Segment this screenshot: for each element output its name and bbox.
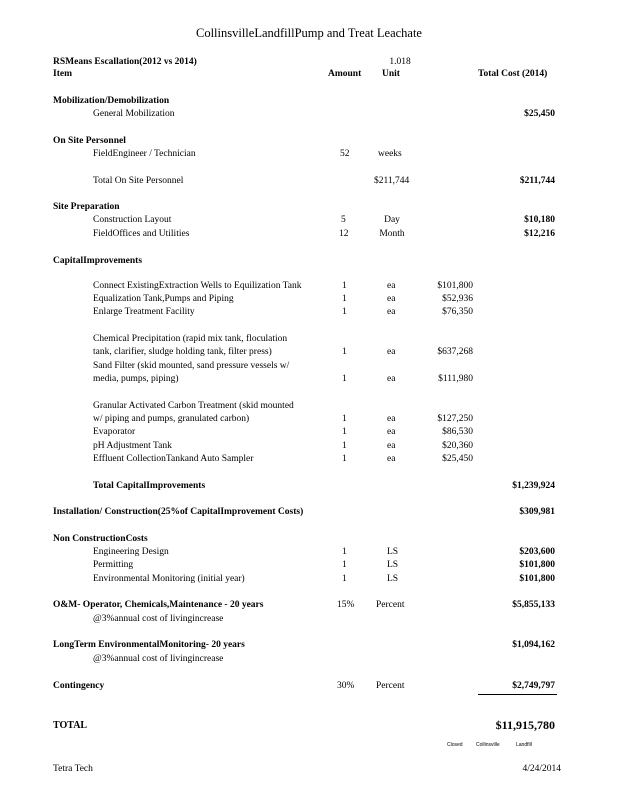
row-gac-label-1: Granular Activated Carbon Treatment (skid mounted	[93, 401, 294, 411]
row-sand-filter-cost: $111,980	[438, 374, 473, 384]
row-construction-layout-label: Construction Layout	[93, 215, 172, 225]
row-ph-tank-label: pH Adjustment Tank	[93, 441, 172, 451]
row-gac-label-2: w/ piping and pumps, granulated carbon)	[93, 414, 250, 424]
row-sand-filter-label-1: Sand Filter (skid mounted, sand pressure vessels w/	[93, 361, 290, 371]
row-ltem-total: $1,094,162	[512, 640, 555, 650]
grand-total-label: TOTAL	[53, 720, 88, 731]
row-contingency-amount: 30%	[337, 681, 355, 691]
row-evaporator-label: Evaporator	[93, 427, 136, 437]
row-om-unit: Percent	[376, 600, 405, 610]
row-field-offices-label: FieldOffices and Utilities	[93, 229, 190, 239]
small-label-closed: Closed	[447, 742, 463, 748]
escalation-value: 1.018	[389, 57, 411, 67]
column-unit: Unit	[382, 69, 400, 79]
row-equalization-tank-unit: ea	[387, 294, 396, 304]
row-engineering-design-total: $203,600	[519, 547, 555, 557]
row-field-engineer-unit: weeks	[378, 149, 402, 159]
row-om-label: O&M- Operator, Chemicals,Maintenance - 20 years	[53, 600, 264, 610]
row-ltem-label: LongTerm EnvironmentalMonitoring- 20 years	[53, 640, 245, 650]
small-label-collinsville: Collinsville	[476, 742, 500, 748]
column-amount: Amount	[328, 69, 362, 79]
row-installation-total: $309,981	[519, 507, 555, 517]
row-general-mobilization-label: General Mobilization	[93, 109, 175, 119]
row-chemical-precipitation-amount: 1	[342, 347, 347, 357]
section-non-construction: Non ConstructionCosts	[53, 534, 148, 544]
small-label-landfill: Landfill	[516, 742, 532, 748]
row-field-offices-unit: Month	[379, 229, 405, 239]
row-ltem-note: @3%annual cost of livingincrease	[93, 654, 224, 664]
row-ph-tank-unit: ea	[387, 441, 396, 451]
row-sand-filter-label-2: media, pumps, piping)	[93, 374, 179, 384]
row-construction-layout-unit: Day	[384, 215, 400, 225]
row-evaporator-cost: $86,530	[442, 427, 473, 437]
row-connect-wells-amount: 1	[342, 281, 347, 291]
row-chemical-precipitation-label-1: Chemical Precipitation (rapid mix tank, floculation	[93, 334, 288, 344]
row-total-personnel-label: Total On Site Personnel	[93, 176, 184, 186]
row-chemical-precipitation-unit: ea	[387, 347, 396, 357]
escalation-label: RSMeans Escallation(2012 vs 2014)	[53, 57, 197, 67]
row-ph-tank-cost: $20,360	[442, 441, 473, 451]
footer-date: 4/24/2014	[522, 764, 561, 774]
row-total-personnel-total: $211,744	[519, 176, 555, 186]
row-ph-tank-amount: 1	[342, 441, 347, 451]
row-enlarge-facility-label: Enlarge Treatment Facility	[93, 307, 195, 317]
row-engineering-design-amount: 1	[342, 547, 347, 557]
row-effluent-collection-unit: ea	[387, 454, 396, 464]
row-enlarge-facility-unit: ea	[387, 307, 396, 317]
row-evaporator-amount: 1	[342, 427, 347, 437]
row-total-capital-label: Total CapitalImprovements	[93, 481, 206, 491]
row-env-monitoring-total: $101,800	[519, 574, 555, 584]
section-site-prep: Site Preparation	[53, 202, 120, 212]
row-om-amount: 15%	[337, 600, 355, 610]
section-capital: CapitalImprovements	[53, 256, 143, 266]
row-general-mobilization-total: $25,450	[524, 109, 555, 119]
row-connect-wells-label: Connect ExistingExtraction Wells to Equilization Tank	[93, 281, 302, 291]
footer-company: Tetra Tech	[53, 764, 93, 774]
row-sand-filter-unit: ea	[387, 374, 396, 384]
row-connect-wells-unit: ea	[387, 281, 396, 291]
row-engineering-design-unit: LS	[387, 547, 399, 557]
section-mobilization: Mobilization/Demobilization	[53, 96, 170, 106]
row-effluent-collection-label: Effluent CollectionTankand Auto Sampler	[93, 454, 254, 464]
row-field-offices-amount: 12	[339, 229, 349, 239]
row-enlarge-facility-cost: $76,350	[442, 307, 473, 317]
row-permitting-amount: 1	[342, 560, 347, 570]
contingency-underline	[478, 694, 557, 695]
row-effluent-collection-cost: $25,450	[442, 454, 473, 464]
document-title: CollinsvilleLandfillPump and Treat Leachate	[195, 26, 422, 40]
grand-total-value: $11,915,780	[495, 718, 555, 732]
row-contingency-unit: Percent	[376, 681, 405, 691]
row-env-monitoring-label: Environmental Monitoring (initial year)	[93, 574, 245, 584]
row-installation-label: Installation/ Construction(25%of CapitalImprovement Costs)	[53, 507, 304, 517]
row-field-offices-total: $12,216	[524, 229, 555, 239]
row-field-engineer-label: FieldEngineer / Technician	[93, 149, 196, 159]
row-total-personnel-subtotal: $211,744	[374, 176, 410, 186]
row-om-note: @3%annual cost of livingincrease	[93, 614, 224, 624]
row-permitting-total: $101,800	[519, 560, 555, 570]
row-contingency-total: $2,749,797	[512, 681, 555, 691]
row-connect-wells-cost: $101,800	[437, 281, 473, 291]
row-construction-layout-total: $10,180	[524, 215, 555, 225]
row-chemical-precipitation-cost: $637,268	[437, 347, 473, 357]
row-gac-cost: $127,250	[437, 414, 473, 424]
row-env-monitoring-amount: 1	[342, 574, 347, 584]
row-total-capital-total: $1,239,924	[512, 481, 555, 491]
row-permitting-unit: LS	[387, 560, 399, 570]
column-item: Item	[53, 69, 72, 79]
row-gac-amount: 1	[342, 414, 347, 424]
row-engineering-design-label: Engineering Design	[93, 547, 169, 557]
row-evaporator-unit: ea	[387, 427, 396, 437]
row-om-total: $5,855,133	[512, 600, 555, 610]
row-construction-layout-amount: 5	[341, 215, 346, 225]
row-contingency-label: Contingency	[53, 681, 105, 691]
row-gac-unit: ea	[387, 414, 396, 424]
row-enlarge-facility-amount: 1	[342, 307, 347, 317]
row-effluent-collection-amount: 1	[342, 454, 347, 464]
row-equalization-tank-label: Equalization Tank,Pumps and Piping	[93, 294, 234, 304]
section-personnel: On Site Personnel	[53, 136, 126, 146]
row-sand-filter-amount: 1	[342, 374, 347, 384]
row-permitting-label: Permitting	[93, 560, 134, 570]
row-equalization-tank-amount: 1	[342, 294, 347, 304]
row-field-engineer-amount: 52	[340, 149, 350, 159]
row-equalization-tank-cost: $52,936	[442, 294, 473, 304]
row-chemical-precipitation-label-2: tank, clarifier, sludge holding tank, filter press)	[93, 347, 272, 357]
row-env-monitoring-unit: LS	[387, 574, 399, 584]
column-total: Total Cost (2014)	[478, 69, 548, 79]
